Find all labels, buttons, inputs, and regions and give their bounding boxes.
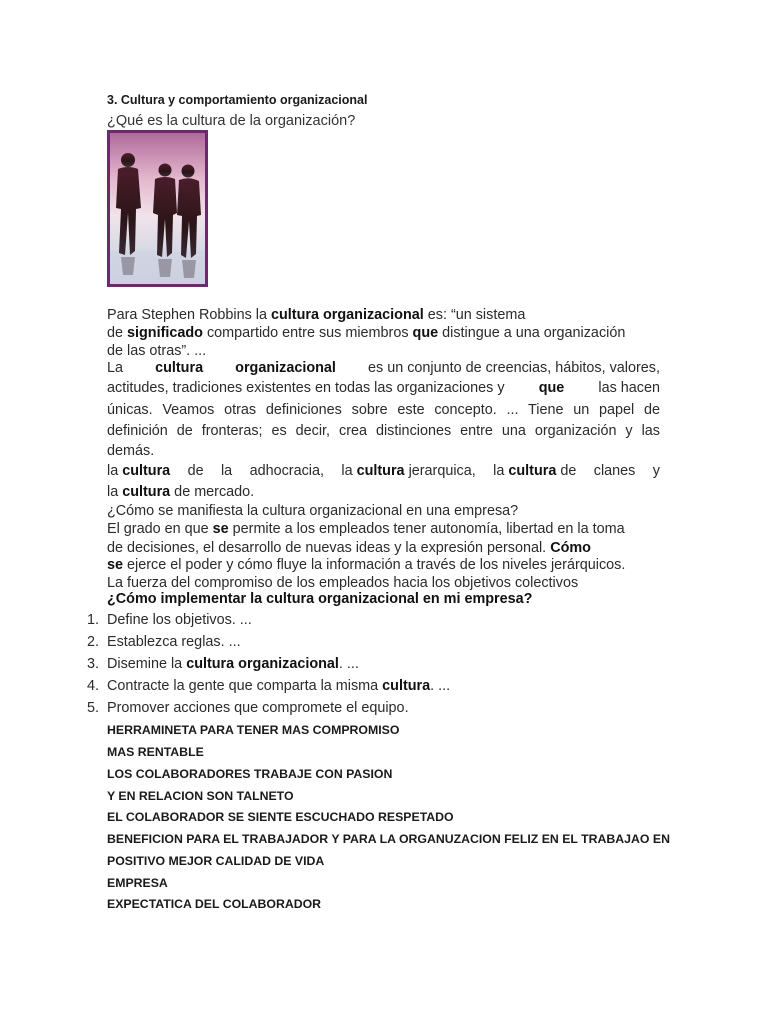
bold-term: se [107, 557, 124, 573]
text: jerarquica, [408, 463, 476, 479]
definition-line-4: definición de fronteras; es decir, crea distinciones entre una organización y las [107, 423, 660, 439]
culture-question: ¿Qué es la cultura de la organización? [107, 113, 356, 129]
robbins-line-1 [107, 306, 525, 324]
list-text [107, 612, 252, 628]
text: la [341, 463, 353, 479]
bold-term: cultura [155, 360, 204, 376]
culture-types-line-1 [107, 463, 660, 479]
text: actitudes, tradiciones existentes en todas las organizaciones y [107, 380, 505, 396]
manifest-line-3 [107, 556, 625, 574]
text: es un conjunto de creencias, hábitos, valores, [368, 360, 660, 376]
note-line: HERRAMINETA PARA TENER MAS COMPROMISO [107, 723, 400, 737]
text [341, 463, 475, 479]
robbins-line-2 [107, 324, 625, 342]
text: permite a los empleados tener autonomía, libertad en la toma [228, 521, 625, 537]
bold-term: cultura organizacional [271, 307, 424, 323]
text: compartido entre sus miembros [202, 325, 413, 341]
text: de [107, 325, 128, 341]
list-number: 2. [86, 634, 99, 650]
text: . ... [430, 678, 451, 694]
text [107, 463, 170, 479]
section-heading: 3. Cultura y comportamiento organizacional [107, 93, 368, 107]
bold-term: cultura [356, 463, 405, 479]
definition-line-1 [107, 360, 660, 376]
text: Establezca reglas. ... [107, 634, 241, 650]
note-line: LOS COLABORADORES TRABAJE CON PASION [107, 767, 393, 781]
robbins-line-3: de las otras”. ... [107, 343, 207, 359]
list-text [107, 634, 241, 650]
text: la [107, 463, 119, 479]
note-line: EMPRESA [107, 876, 168, 890]
note-line: POSITIVO MEJOR CALIDAD DE VIDA [107, 854, 325, 868]
list-number: 5. [86, 700, 99, 716]
implement-question: ¿Cómo implementar la cultura organizacional en mi empresa? [107, 591, 533, 607]
text: la [220, 463, 233, 479]
text [493, 463, 576, 479]
manifest-line-2 [107, 539, 591, 557]
bold-term: se [212, 521, 229, 537]
culture-types-line-2 [107, 483, 254, 501]
bold-term: que [538, 380, 565, 396]
text: la [107, 484, 123, 500]
text: las hacen [598, 380, 660, 396]
text: adhocracia, [249, 463, 324, 479]
text: la [493, 463, 505, 479]
manifest-question: ¿Cómo se manifiesta la cultura organizacional en una empresa? [107, 503, 519, 519]
note-line: EL COLABORADOR SE SIENTE ESCUCHADO RESPETADO [107, 810, 454, 824]
text: ejerce el poder y cómo fluye la información a través de los niveles jerárquicos. [123, 557, 626, 573]
manifest-line-1 [107, 520, 625, 538]
text: clanes [593, 463, 636, 479]
text: Para Stephen Robbins la [107, 307, 272, 323]
business-people-photo [107, 130, 208, 287]
bold-term: organizacional [235, 360, 336, 376]
note-line: EXPECTATICA DEL COLABORADOR [107, 897, 322, 911]
silhouettes-image [110, 133, 205, 284]
text: Define los objetivos. ... [107, 612, 252, 628]
text: y [652, 463, 660, 479]
bold-term: cultura [122, 484, 171, 500]
bold-term: cultura [122, 463, 171, 479]
text: de decisiones, el desarrollo de nuevas ideas y la expresión personal. [107, 540, 551, 556]
list-text [107, 700, 409, 716]
bold-term: que [412, 325, 439, 341]
text: es: “un sistema [423, 307, 526, 323]
note-line: MAS RENTABLE [107, 745, 204, 759]
bold-term: Cómo [550, 540, 591, 556]
definition-line-5: demás. [107, 443, 155, 459]
text: Disemine la [107, 656, 187, 672]
text: El grado en que [107, 521, 213, 537]
list-number: 4. [86, 678, 99, 694]
bold-term: cultura [508, 463, 557, 479]
definition-line-2 [107, 380, 660, 396]
definition-line-3: únicas. Veamos otras definiciones sobre este concepto. ... Tiene un papel de [107, 402, 660, 418]
bold-term: significado [127, 325, 203, 341]
text: de [187, 463, 204, 479]
list-text [107, 678, 450, 694]
text: . ... [338, 656, 359, 672]
manifest-line-4: La fuerza del compromiso de los empleados hacia los objetivos colectivos [107, 575, 579, 591]
text: La [107, 360, 124, 376]
list-number: 1. [86, 612, 99, 628]
note-line: BENEFICION PARA EL TRABAJADOR Y PARA LA ORGANUZACION FELIZ EN EL TRABAJAO EN [107, 832, 670, 846]
text: de mercado. [170, 484, 255, 500]
text: distingue a una organización [438, 325, 626, 341]
text: Contracte la gente que comparta la misma [107, 678, 383, 694]
text: Promover acciones que compromete el equipo. [107, 700, 409, 716]
list-number: 3. [86, 656, 99, 672]
bold-term: cultura [382, 678, 431, 694]
list-text [107, 656, 359, 672]
note-line: Y EN RELACION SON TALNETO [107, 789, 294, 803]
text: de [560, 463, 577, 479]
bold-term: cultura organizacional [186, 656, 339, 672]
